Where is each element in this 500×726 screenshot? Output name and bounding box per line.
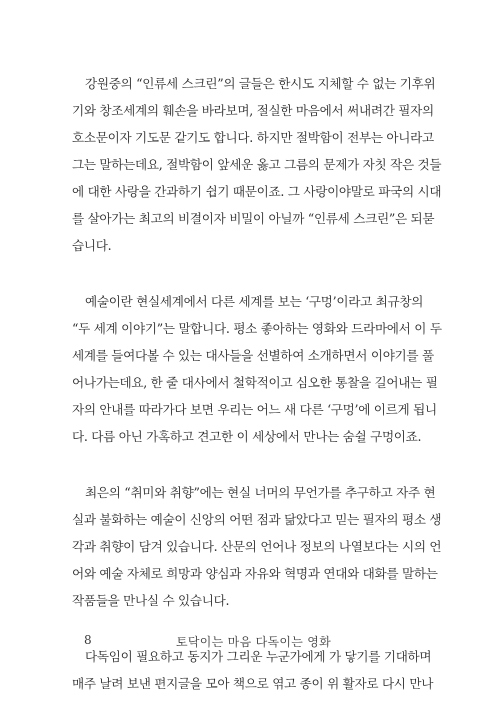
text-line: 기와 창조세계의 훼손을 바라보며, 절실한 마음에서 써내려간 필자의	[72, 103, 434, 118]
text-line: 자의 안내를 따라가다 보면 우리는 어느 새 다른 ‘구멍’에 이르게 됩니	[72, 402, 437, 417]
body-text	[72, 70, 442, 726]
paragraph-1	[72, 70, 442, 259]
text-line: 어나가는데요, 한 줄 대사에서 철학적이고 심오한 통찰을 길어내는 필	[72, 375, 438, 390]
text-line: 에 대한 사랑을 간과하기 쉽기 때문이죠. 그 사랑이야말로 파국의 시대	[72, 184, 442, 199]
running-title: 토닥이는 마음 다독이는 영화	[176, 635, 332, 649]
page-number: 8	[84, 633, 92, 647]
text-line: 다독임이 필요하고 동지가 그리운 누군가에게 가 닿기를 기대하며	[85, 649, 432, 664]
text-line: 세계를 들여다볼 수 있는 대사들을 선별하여 소개하면서 이야기를 풀	[72, 348, 434, 363]
text-line: 어와 예술 자체로 희망과 양심과 자유와 혁명과 연대와 대화를 말하는	[72, 566, 438, 581]
text-line: 예술이란 현실세계에서 다른 세계를 보는 ‘구멍’이라고 최규창의	[85, 294, 424, 309]
paragraph-3	[72, 479, 442, 614]
text-line: 매주 날려 보낸 편지글을 모아 책으로 엮고 종이 위 활자로 다시 만나	[72, 676, 434, 691]
text-line: 그는 말하는데요, 절박함이 앞세운 옳고 그름의 문제가 자칫 작은 것들	[72, 157, 442, 172]
page-footer	[84, 633, 414, 653]
text-line: 강원중의 “인류세 스크린”의 글들은 한시도 지체할 수 없는 기후위	[85, 76, 436, 91]
text-line: “두 세계 이야기”는 말합니다. 평소 좋아하는 영화와 드라마에서 이 두	[72, 321, 442, 336]
text-line: 를 살아가는 최고의 비결이자 비밀이 아닐까 “인류세 스크린”은 되묻	[72, 211, 435, 226]
text-line: 각과 취향이 담겨 있습니다. 산문의 언어나 정보의 나열보다는 시의 언	[72, 539, 442, 554]
text-line: 습니다.	[72, 238, 112, 253]
text-line: 작품들을 만나실 수 있습니다.	[72, 593, 230, 608]
text-line: 다. 다름 아닌 가혹하고 견고한 이 세상에서 만나는 숨쉴 구멍이죠.	[72, 429, 422, 444]
paragraph-2	[72, 288, 442, 450]
text-line: 호소문이자 기도문 같기도 합니다. 하지만 절박함이 전부는 아니라고	[72, 130, 434, 145]
text-line: 최은의 “취미와 취향”에는 현실 너머의 무언가를 추구하고 자주 현	[85, 485, 436, 500]
text-line: 실과 불화하는 예술이 신앙의 어떤 점과 닮았다고 믿는 필자의 평소 생	[72, 512, 442, 527]
